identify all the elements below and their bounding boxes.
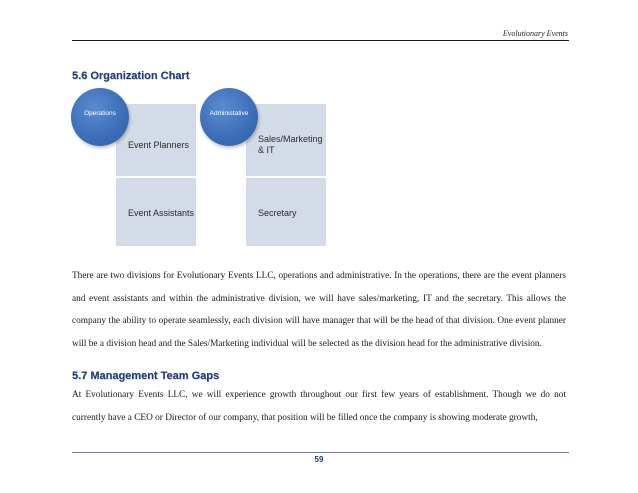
org-item-event-assistants: Event Assistants bbox=[128, 208, 195, 218]
org-item-event-planners: Event Planners bbox=[128, 140, 190, 150]
paragraph-management-gaps: At Evolutionary Events LLC, we will experience growth throughout our first few years of establishment. Though we do not currently have a CEO or Director of our company, that position will be filled once the company is showing moderate growth, bbox=[72, 390, 566, 423]
operations-division-node bbox=[71, 88, 129, 146]
footer-divider bbox=[72, 452, 569, 453]
operations-division-label: Operations bbox=[84, 110, 116, 117]
org-item-secretary: Secretary bbox=[258, 208, 297, 218]
section-heading-organization-chart: 5.6 Organization Chart bbox=[72, 70, 190, 82]
operations-column bbox=[116, 104, 196, 246]
page-number: 59 bbox=[314, 455, 324, 464]
header-title: Evolutionary Events bbox=[502, 29, 568, 38]
paragraph-divisions: There are two divisions for Evolutionary Events LLC, operations and administrative. In the operations, there are the event planners and event assistants and within the administrative division, we will have sales/marketing, IT and the secretary. This allows the company the ability to operate seamlessly, each division will have manager that will be the head of that division. One event planner will be a division head and the Sales/Marketing individual will be selected as the division head for the administrative division. bbox=[72, 271, 566, 349]
section-heading-management-team-gaps: 5.7 Management Team Gaps bbox=[72, 370, 220, 382]
administrative-column bbox=[246, 104, 326, 246]
administrative-division-label: Administative bbox=[209, 110, 249, 117]
administrative-division-node bbox=[200, 88, 258, 146]
org-item-sales-marketing-it: Sales/Marketing & IT bbox=[258, 134, 323, 155]
